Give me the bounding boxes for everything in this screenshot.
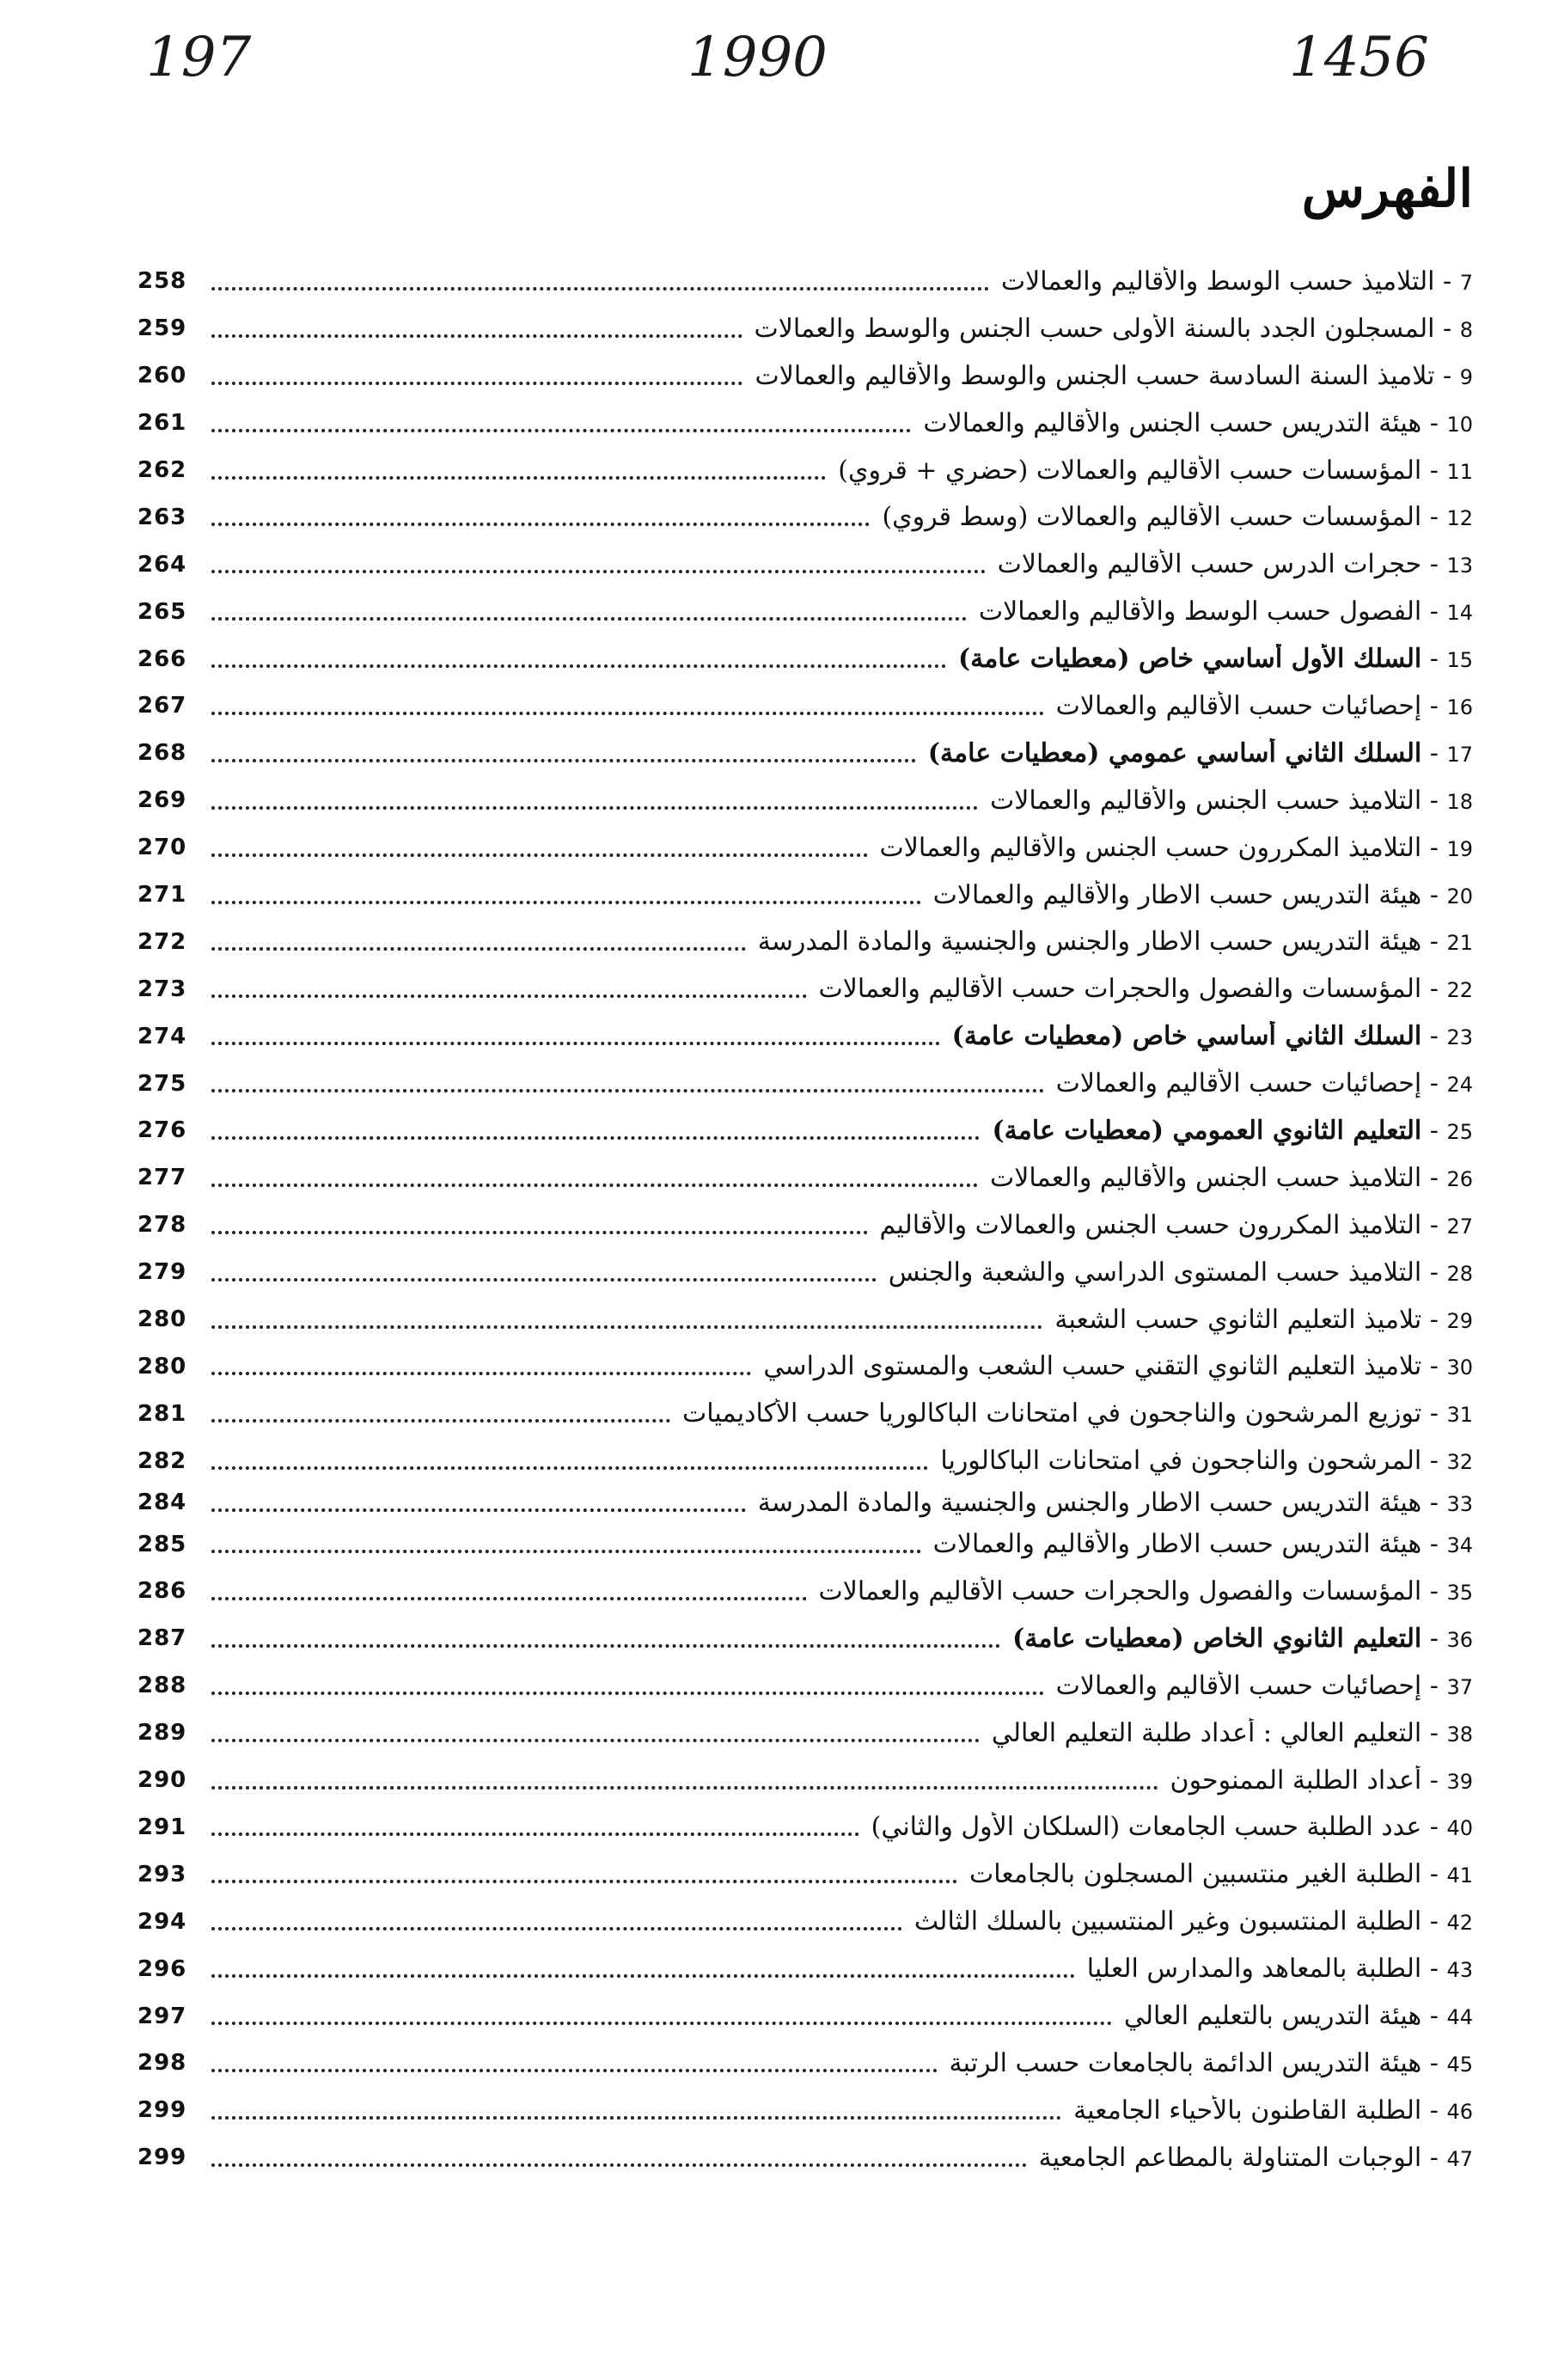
toc-entry-number: 7: [1459, 270, 1473, 295]
toc-row: [137, 1484, 1473, 1520]
toc-entry-title: الطلبة المنتسبون وغير المنتسبين بالسلك الثالث: [913, 1906, 1422, 1937]
toc-entry: [992, 1116, 1473, 1146]
toc-page-number: 258: [137, 268, 187, 295]
toc-entry-dash: -: [1434, 266, 1460, 297]
toc-row: [137, 824, 1473, 872]
toc-row: [137, 1804, 1473, 1851]
toc-entry-title: المؤسسات حسب الأقاليم والعمالات (وسط قروي): [882, 502, 1422, 533]
toc-dot-leader: [211, 2021, 1112, 2025]
toc-entry-dash: -: [1421, 1398, 1447, 1429]
toc-dot-leader: [211, 1325, 1042, 1329]
toc-row: [137, 1945, 1473, 1992]
toc-entry: [682, 1398, 1473, 1429]
toc-entry-number: 34: [1446, 1533, 1473, 1558]
toc-dot-leader: [211, 946, 746, 951]
toc-entry-number: 8: [1459, 317, 1473, 342]
toc-page-number: 277: [137, 1165, 187, 1191]
toc-dot-leader: [211, 1371, 751, 1375]
toc-entry-number: 13: [1446, 554, 1473, 578]
toc-entry-title: التعليم الثانوي العمومي (معطيات عامة): [992, 1115, 1422, 1146]
toc-entry-number: 42: [1446, 1911, 1473, 1936]
toc-entry-title: التلاميذ حسب المستوى الدراسي والشعبة والجنس: [888, 1257, 1422, 1288]
toc-entry: [998, 549, 1473, 579]
toc-row: [137, 777, 1473, 824]
toc-entry: [758, 927, 1473, 957]
toc-entry-number: 43: [1446, 1958, 1473, 1983]
toc-dot-leader: [211, 664, 946, 668]
toc-page-number: 288: [137, 1673, 187, 1699]
toc-entry-title: التلاميذ المكررون حسب الجنس والأقاليم والعمالات: [879, 832, 1422, 863]
toc-entry-dash: -: [1421, 832, 1447, 863]
toc-entry-title: الطلبة الغير منتسبين المسجلون بالجامعات: [969, 1859, 1422, 1890]
toc-entry-number: 10: [1446, 412, 1473, 437]
toc-page-number: 289: [137, 1720, 187, 1747]
toc-entry-number: 41: [1446, 1863, 1473, 1888]
toc-row: [137, 588, 1473, 635]
toc-page-number: 299: [137, 2144, 187, 2171]
toc-page-number: 285: [137, 1531, 187, 1557]
toc-entry: [758, 1488, 1473, 1518]
toc-entry-title: التعليم الثانوي الخاص (معطيات عامة): [1012, 1623, 1422, 1654]
toc-entry-dash: -: [1421, 502, 1447, 533]
toc-entry-title: التلاميذ المكررون حسب الجنس والعمالات والأقاليم: [879, 1209, 1422, 1240]
toc-entry-title: السلك الثاني أساسي خاص (معطيات عامة): [951, 1021, 1422, 1052]
toc-entry-number: 26: [1446, 1166, 1473, 1191]
toc-dot-leader: [211, 994, 807, 998]
toc-entry-dash: -: [1421, 1529, 1447, 1560]
toc-entry-title: هيئة التدريس حسب الاطار والجنس والجنسية والمادة المدرسة: [757, 927, 1422, 958]
toc-row: [137, 1520, 1473, 1568]
toc-entry-number: 28: [1446, 1261, 1473, 1286]
toc-entry-title: إحصائيات حسب الأقاليم والعمالات: [1055, 1670, 1422, 1701]
toc-entry-number: 46: [1446, 2099, 1473, 2124]
toc-row: [137, 1615, 1473, 1662]
toc-entry-title: تلاميذ التعليم الثانوي التقني حسب الشعب والمستوى الدراسي: [763, 1351, 1422, 1382]
toc-dot-leader: [211, 1926, 902, 1930]
toc-entry-dash: -: [1421, 2047, 1447, 2078]
toc-entry: [928, 738, 1473, 768]
toc-dot-leader: [211, 1088, 1044, 1092]
toc-entry: [1039, 2143, 1473, 2173]
toc-dot-leader: [211, 428, 911, 432]
toc-entry: [880, 1210, 1473, 1240]
toc-entry: [1054, 1305, 1473, 1335]
toc-entry-number: 15: [1446, 648, 1473, 673]
toc-dot-leader: [211, 1418, 670, 1422]
handwritten-note-left: 197: [146, 26, 252, 89]
toc-entry: [755, 361, 1473, 391]
toc-entry: [1124, 2001, 1473, 2031]
toc-entry-dash: -: [1434, 360, 1460, 391]
toc-entry: [990, 786, 1473, 816]
toc-dot-leader: [211, 805, 978, 810]
toc-entry-number: 36: [1446, 1627, 1473, 1652]
toc-entry-title: الفصول حسب الوسط والأقاليم والعمالات: [978, 597, 1422, 627]
toc-entry-number: 20: [1446, 884, 1473, 909]
toc-entry-number: 9: [1459, 364, 1473, 389]
toc-page-number: 281: [137, 1400, 187, 1427]
toc-entry-dash: -: [1421, 1162, 1447, 1193]
toc-entry: [1170, 1765, 1473, 1796]
toc-entry-dash: -: [1421, 2001, 1447, 2031]
toc-entry-dash: -: [1421, 1859, 1447, 1890]
toc-row: [137, 2087, 1473, 2134]
toc-entry-dash: -: [1421, 690, 1447, 721]
toc-entry-title: عدد الطلبة حسب الجامعات (السلكان الأول والثاني): [871, 1812, 1422, 1843]
toc-entry-title: إحصائيات حسب الأقاليم والعمالات: [1055, 1068, 1422, 1099]
toc-dot-leader: [211, 1135, 980, 1140]
toc-entry-number: 44: [1446, 2005, 1473, 2029]
toc-entry: [992, 1718, 1473, 1748]
toc-entry-title: الوجبات المتناولة بالمطاعم الجامعية: [1038, 2142, 1422, 2173]
toc-row: [137, 1992, 1473, 2040]
toc-entry: [1073, 2096, 1473, 2126]
toc-entry-number: 45: [1446, 2052, 1473, 2077]
toc-entry-title: هيئة التدريس بالتعليم العالي: [1123, 2001, 1422, 2031]
toc-entry-dash: -: [1421, 1209, 1447, 1240]
toc-entry-title: التلاميذ حسب الجنس والأقاليم والعمالات: [990, 785, 1422, 816]
toc-dot-leader: [211, 1643, 1000, 1648]
toc-entry-number: 12: [1446, 506, 1473, 531]
toc-page-number: 291: [137, 1814, 187, 1840]
toc-dot-leader: [211, 1277, 877, 1282]
toc-dot-leader: [211, 853, 868, 857]
toc-entry: [990, 1163, 1473, 1193]
toc-entry: [914, 1906, 1473, 1936]
toc-entry-dash: -: [1421, 785, 1447, 816]
toc-page-number: 264: [137, 551, 187, 578]
toc-page-number: 280: [137, 1353, 187, 1380]
toc-entry: [819, 974, 1473, 1004]
toc-entry-dash: -: [1421, 1765, 1447, 1796]
toc-dot-leader: [211, 1738, 980, 1742]
toc-dot-leader: [211, 1785, 1158, 1790]
toc-page-number: 290: [137, 1767, 187, 1794]
toc-entry-number: 40: [1446, 1816, 1473, 1841]
toc-entry-dash: -: [1421, 455, 1447, 486]
toc-entry: [979, 597, 1473, 627]
toc-entry-number: 32: [1446, 1450, 1473, 1475]
toc-page-number: 294: [137, 1908, 187, 1935]
toc-entry-dash: -: [1421, 549, 1447, 580]
toc-page-number: 271: [137, 882, 187, 909]
toc-row: [137, 918, 1473, 965]
toc-page-number: 274: [137, 1023, 187, 1049]
toc-page-number: 270: [137, 835, 187, 861]
toc-entry-title: هيئة التدريس حسب الاطار والأقاليم والعمالات: [932, 879, 1422, 910]
toc-row: [137, 872, 1473, 919]
toc-entry-dash: -: [1421, 2142, 1447, 2173]
toc-dot-leader: [211, 522, 870, 526]
toc-dot-leader: [211, 1973, 1075, 1978]
toc-page-number: 282: [137, 1447, 187, 1474]
toc-entry-title: المرشحون والناجحون في امتحانات الباكالوريا: [940, 1446, 1422, 1477]
toc-entry-title: هيئة التدريس حسب الاطار والأقاليم والعمالات: [932, 1529, 1422, 1560]
toc-page-number: 260: [137, 363, 187, 389]
toc-row: [137, 1296, 1473, 1343]
toc-entry-dash: -: [1421, 737, 1447, 768]
toc-entry: [763, 1351, 1473, 1381]
toc-dot-leader: [211, 758, 916, 762]
toc-row: [137, 2134, 1473, 2181]
toc-entry-title: المسجلون الجدد بالسنة الأولى حسب الجنس والوسط والعمالات: [754, 313, 1435, 344]
toc-dot-leader: [211, 569, 986, 573]
toc-entry-title: إحصائيات حسب الأقاليم والعمالات: [1055, 690, 1422, 721]
toc-row: [137, 1390, 1473, 1437]
toc-entry-dash: -: [1421, 1623, 1447, 1654]
toc-dot-leader: [211, 381, 742, 385]
toc-entry-dash: -: [1421, 2095, 1447, 2126]
handwritten-note-right: 1456: [1289, 26, 1429, 89]
toc-entry: [952, 1021, 1473, 1051]
toc-page-number: 269: [137, 787, 187, 814]
toc-dot-leader: [211, 2163, 1027, 2167]
toc-entry: [950, 2048, 1474, 2078]
toc-entry-title: السلك الأول أساسي خاص (معطيات عامة): [957, 644, 1422, 675]
toc-page-number: 272: [137, 928, 187, 955]
toc-entry: [1012, 1624, 1473, 1654]
toc-entry-title: توزيع المرشحون والناجحون في امتحانات الباكالوريا حسب الأكاديميات: [681, 1398, 1422, 1429]
toc-row: [137, 541, 1473, 588]
toc-page-number: 259: [137, 315, 187, 342]
toc-entry-dash: -: [1421, 879, 1447, 910]
toc-entry-dash: -: [1421, 1115, 1447, 1146]
toc-dot-leader: [211, 1691, 1044, 1695]
toc-entry-number: 25: [1446, 1119, 1473, 1144]
toc-page-number: 293: [137, 1861, 187, 1887]
toc-page-number: 261: [137, 410, 187, 437]
toc-entry: [1056, 1068, 1473, 1098]
toc-entry-number: 17: [1446, 742, 1473, 767]
toc-page-number: 297: [137, 2003, 187, 2029]
toc-entry-number: 31: [1446, 1403, 1473, 1428]
toc-page-number: 266: [137, 645, 187, 672]
toc-entry-title: هيئة التدريس الدائمة بالجامعات حسب الرتبة: [949, 2047, 1422, 2078]
toc-page-number: 267: [137, 693, 187, 719]
toc-entry-title: تلاميذ السنة السادسة حسب الجنس والوسط والأقاليم والعمالات: [755, 360, 1435, 391]
toc-dot-leader: [211, 475, 826, 480]
toc-dot-leader: [211, 2115, 1061, 2120]
toc-row: [137, 965, 1473, 1013]
toc-dot-leader: [211, 1230, 868, 1234]
toc-entry: [882, 502, 1473, 532]
toc-entry-number: 38: [1446, 1722, 1473, 1747]
toc-entry-title: أعداد الطلبة الممنوحون: [1170, 1765, 1422, 1796]
toc-row: [137, 1898, 1473, 1945]
toc-row: [137, 1757, 1473, 1804]
toc-dot-leader: [211, 900, 921, 904]
toc-entry-title: هيئة التدريس حسب الاطار والجنس والجنسية والمادة المدرسة: [757, 1487, 1422, 1518]
toc-dot-leader: [211, 1508, 746, 1512]
toc-entry-dash: -: [1421, 974, 1447, 1005]
toc-entry: [755, 314, 1473, 344]
toc-entry-number: 19: [1446, 836, 1473, 861]
toc-entry: [958, 644, 1473, 674]
toc-entry-dash: -: [1421, 1906, 1447, 1937]
toc-row: [137, 1013, 1473, 1060]
toc-entry: [1056, 691, 1473, 721]
toc-entry: [889, 1257, 1473, 1288]
toc-page-number: 276: [137, 1117, 187, 1144]
toc-row: [137, 1851, 1473, 1898]
toc-page-number: 275: [137, 1070, 187, 1097]
toc-entry-number: 11: [1446, 459, 1473, 484]
toc-dot-leader: [211, 711, 1044, 715]
toc-page-number: 280: [137, 1306, 187, 1333]
toc-entry-number: 37: [1446, 1674, 1473, 1699]
toc-entry-dash: -: [1421, 1068, 1447, 1099]
toc-entry-title: هيئة التدريس حسب الجنس والأقاليم والعمالات: [923, 407, 1422, 438]
toc-row: [137, 635, 1473, 682]
toc-entry: [933, 1529, 1473, 1559]
toc-entry-dash: -: [1434, 313, 1460, 344]
toc-entry-number: 18: [1446, 789, 1473, 814]
toc-page-number: 273: [137, 976, 187, 1002]
toc-entry-dash: -: [1421, 1446, 1447, 1477]
toc-row: [137, 352, 1473, 400]
toc-page-number: 279: [137, 1259, 187, 1286]
toc-entry-title: التلاميذ حسب الوسط والأقاليم والعمالات: [1000, 266, 1435, 297]
toc-entry-dash: -: [1421, 597, 1447, 627]
toc-row: [137, 1154, 1473, 1202]
toc-dot-leader: [211, 1879, 957, 1883]
toc-dot-leader: [211, 1041, 940, 1045]
toc-entry-number: 23: [1446, 1025, 1473, 1050]
toc-row: [137, 1202, 1473, 1249]
toc-entry: [933, 880, 1473, 910]
toc-page-number: 287: [137, 1625, 187, 1652]
toc-entry-title: المؤسسات والفصول والحجرات حسب الأقاليم والعمالات: [818, 974, 1422, 1005]
toc-page-number: 284: [137, 1490, 187, 1516]
toc-entry-title: الطلبة القاطنون بالأحياء الجامعية: [1073, 2095, 1422, 2126]
toc-entry-dash: -: [1421, 1487, 1447, 1518]
toc-page-number: 268: [137, 740, 187, 767]
toc-entry: [880, 833, 1473, 863]
toc-entry-dash: -: [1421, 1351, 1447, 1382]
toc-page-number: 286: [137, 1578, 187, 1605]
toc-entry-dash: -: [1421, 1304, 1447, 1335]
toc-row: [137, 258, 1473, 305]
table-of-contents: [137, 258, 1473, 2181]
toc-row: [137, 730, 1473, 777]
toc-row: [137, 447, 1473, 494]
toc-page-number: 299: [137, 2097, 187, 2124]
toc-dot-leader: [211, 616, 967, 621]
toc-entry: [871, 1812, 1473, 1842]
toc-entry-title: المؤسسات حسب الأقاليم والعمالات (حضري + قروي): [838, 455, 1422, 486]
toc-entry: [923, 408, 1473, 438]
toc-entry-number: 14: [1446, 601, 1473, 626]
handwritten-note-center: 1990: [687, 26, 828, 89]
toc-entry-number: 21: [1446, 931, 1473, 956]
toc-entry-dash: -: [1421, 927, 1447, 958]
toc-row: [137, 305, 1473, 352]
toc-entry-dash: -: [1421, 1021, 1447, 1052]
toc-row: [137, 1107, 1473, 1154]
toc-entry-dash: -: [1421, 1954, 1447, 1985]
toc-page-number: 296: [137, 1955, 187, 1982]
toc-entry-dash: -: [1421, 1575, 1447, 1606]
toc-dot-leader: [211, 2068, 938, 2072]
toc-row: [137, 2040, 1473, 2087]
toc-entry-title: التلاميذ حسب الجنس والأقاليم والعمالات: [990, 1162, 1422, 1193]
toc-entry-dash: -: [1421, 1812, 1447, 1843]
toc-row: [137, 1662, 1473, 1710]
toc-dot-leader: [211, 333, 742, 338]
toc-row: [137, 400, 1473, 447]
toc-row: [137, 1568, 1473, 1615]
toc-entry-number: 22: [1446, 978, 1473, 1003]
toc-page-number: 262: [137, 457, 187, 483]
toc-entry-number: 24: [1446, 1073, 1473, 1098]
toc-dot-leader: [211, 1549, 921, 1553]
page-title: الفهرس: [1301, 159, 1473, 219]
toc-entry: [1056, 1671, 1473, 1701]
toc-entry-dash: -: [1421, 407, 1447, 438]
toc-entry: [969, 1859, 1473, 1889]
toc-entry-title: التعليم العالي : أعداد طلبة التعليم العالي: [991, 1717, 1422, 1748]
toc-entry-number: 27: [1446, 1214, 1473, 1239]
toc-entry-dash: -: [1421, 1257, 1447, 1288]
toc-entry-number: 35: [1446, 1580, 1473, 1605]
toc-row: [137, 682, 1473, 730]
toc-row: [137, 493, 1473, 541]
toc-dot-leader: [211, 1832, 859, 1836]
toc-entry-number: 29: [1446, 1308, 1473, 1333]
toc-entry-number: 47: [1446, 2146, 1473, 2171]
toc-entry-dash: -: [1421, 1670, 1447, 1701]
toc-row: [137, 1060, 1473, 1107]
toc-entry-dash: -: [1421, 1717, 1447, 1748]
toc-entry-title: تلاميذ التعليم الثانوي حسب الشعبة: [1054, 1304, 1422, 1335]
toc-row: [137, 1437, 1473, 1484]
toc-entry-title: الطلبة بالمعاهد والمدارس العليا: [1086, 1954, 1422, 1985]
toc-page-number: 298: [137, 2050, 187, 2077]
toc-entry-number: 16: [1446, 694, 1473, 719]
toc-dot-leader: [211, 1465, 928, 1470]
toc-row: [137, 1249, 1473, 1296]
toc-entry-dash: -: [1421, 644, 1447, 675]
toc-page-number: 263: [137, 504, 187, 530]
toc-dot-leader: [211, 1596, 807, 1600]
toc-entry-number: 33: [1446, 1491, 1473, 1516]
toc-entry-title: المؤسسات والفصول والحجرات حسب الأقاليم والعمالات: [818, 1575, 1422, 1606]
toc-row: [137, 1710, 1473, 1757]
toc-entry-number: 39: [1446, 1769, 1473, 1794]
toc-entry: [1087, 1954, 1473, 1984]
toc-row: [137, 1343, 1473, 1390]
toc-dot-leader: [211, 286, 989, 291]
toc-entry-title: حجرات الدرس حسب الأقاليم والعمالات: [997, 549, 1422, 580]
toc-entry-number: 30: [1446, 1355, 1473, 1380]
toc-entry-title: السلك الثاني أساسي عمومي (معطيات عامة): [927, 737, 1422, 768]
toc-dot-leader: [211, 1183, 978, 1187]
toc-page-number: 265: [137, 598, 187, 625]
toc-entry: [940, 1446, 1473, 1476]
toc-entry: [1001, 266, 1473, 297]
toc-entry: [838, 456, 1473, 486]
toc-entry: [819, 1576, 1473, 1606]
toc-page-number: 278: [137, 1212, 187, 1239]
